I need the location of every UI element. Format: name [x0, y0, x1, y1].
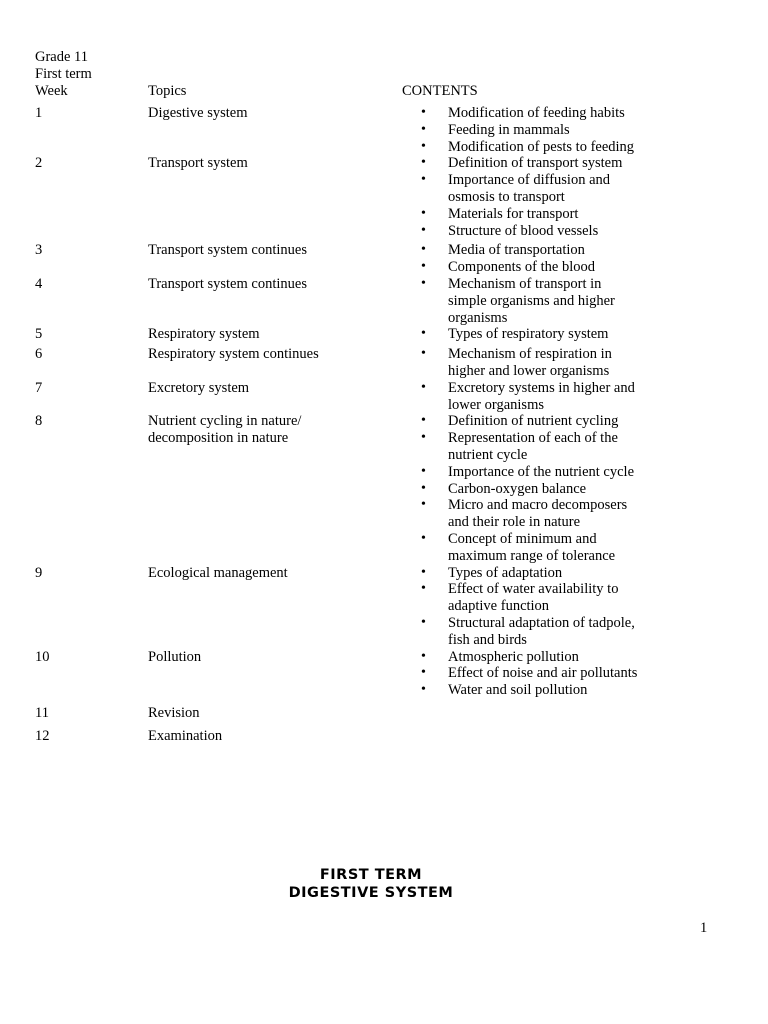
contents-column-header: CONTENTS	[402, 83, 478, 99]
contents-list	[421, 242, 641, 276]
content-item: • Structural adaptation of tadpole, fish and birds	[421, 615, 641, 649]
content-item: • Materials for transport	[421, 206, 641, 223]
content-item: • Carbon-oxygen balance	[421, 481, 641, 498]
content-item: • Media of transportation	[421, 242, 641, 259]
topic-name: Transport system continues	[148, 275, 307, 292]
content-item: • Definition of nutrient cycling	[421, 413, 641, 430]
table-row	[0, 380, 768, 414]
table-row	[0, 413, 768, 564]
week-number: 5	[35, 326, 43, 343]
week-number: 2	[35, 155, 43, 172]
week-number: 8	[35, 413, 43, 430]
content-item: • Mechanism of transport in simple organisms and higher organisms	[421, 276, 641, 326]
topic-name: Nutrient cycling in nature/ decomposition in nature	[148, 413, 302, 447]
content-item: • Definition of transport system	[421, 155, 641, 172]
contents-list	[421, 105, 641, 155]
week-number: 9	[35, 564, 43, 581]
term-label: First term	[35, 66, 92, 82]
content-item: • Modification of feeding habits	[421, 105, 641, 122]
table-row	[0, 565, 768, 649]
content-item: • Excretory systems in higher and lower organisms	[421, 380, 641, 414]
contents-list	[421, 326, 641, 343]
table-row	[0, 276, 768, 326]
contents-list	[421, 380, 641, 414]
content-item: • Modification of pests to feeding	[421, 139, 641, 156]
content-item: • Water and soil pollution	[421, 682, 641, 699]
contents-list	[421, 276, 641, 326]
table-row	[0, 105, 768, 155]
contents-list	[421, 346, 641, 380]
document-header	[35, 49, 92, 83]
contents-list	[421, 728, 641, 745]
contents-list	[421, 413, 641, 564]
topic-name: Revision	[148, 704, 200, 721]
content-item: • Effect of water availability to adaptive function	[421, 581, 641, 615]
content-item: • Micro and macro decomposers and their role in nature	[421, 497, 641, 531]
content-item: • Importance of diffusion and osmosis to transport	[421, 172, 641, 206]
section-title-term: FIRST TERM	[319, 867, 423, 883]
content-item: • Structure of blood vessels	[421, 223, 641, 240]
week-number: 3	[35, 242, 43, 259]
table-row	[0, 155, 768, 239]
content-item: • Importance of the nutrient cycle	[421, 464, 641, 481]
topic-name: Respiratory system continues	[148, 346, 319, 363]
content-item: • Effect of noise and air pollutants	[421, 665, 641, 682]
topic-name: Excretory system	[148, 379, 250, 396]
section-title-topic: DIGESTIVE SYSTEM	[288, 885, 454, 901]
table-row	[0, 705, 768, 722]
contents-list	[421, 565, 641, 649]
table-row	[0, 728, 768, 745]
content-item: • Mechanism of respiration in higher and lower organisms	[421, 346, 641, 380]
topic-name: Transport system	[148, 155, 248, 172]
content-item: • Atmospheric pollution	[421, 649, 641, 666]
week-number: 6	[35, 346, 43, 363]
scheme-of-work-table	[0, 105, 768, 745]
content-item: • Representation of each of the nutrient cycle	[421, 430, 641, 464]
page-number: 1	[700, 920, 708, 936]
topic-name: Digestive system	[148, 105, 248, 121]
topic-name: Examination	[148, 727, 223, 744]
table-row	[0, 326, 768, 343]
table-row	[0, 242, 768, 276]
content-item: • Components of the blood	[421, 259, 641, 276]
content-item: • Concept of minimum and maximum range of tolerance	[421, 531, 641, 565]
content-item: • Feeding in mammals	[421, 122, 641, 139]
table-row	[0, 346, 768, 380]
content-item: • Types of adaptation	[421, 565, 641, 582]
contents-list	[421, 705, 641, 722]
topic-name: Transport system continues	[148, 242, 307, 259]
content-item: • Types of respiratory system	[421, 326, 641, 343]
week-number: 12	[35, 727, 50, 744]
topics-column-header: Topics	[148, 83, 187, 99]
contents-list	[421, 155, 641, 239]
week-number: 4	[35, 275, 43, 292]
week-column-header: Week	[35, 83, 68, 99]
contents-list	[421, 649, 641, 699]
topic-name: Ecological management	[148, 564, 288, 581]
week-number: 11	[35, 704, 49, 721]
table-row	[0, 649, 768, 699]
topic-name: Pollution	[148, 648, 202, 665]
week-number: 7	[35, 379, 43, 396]
week-number: 1	[35, 105, 43, 121]
grade-label: Grade 11	[35, 49, 89, 65]
topic-name: Respiratory system	[148, 326, 260, 343]
week-number: 10	[35, 648, 50, 665]
